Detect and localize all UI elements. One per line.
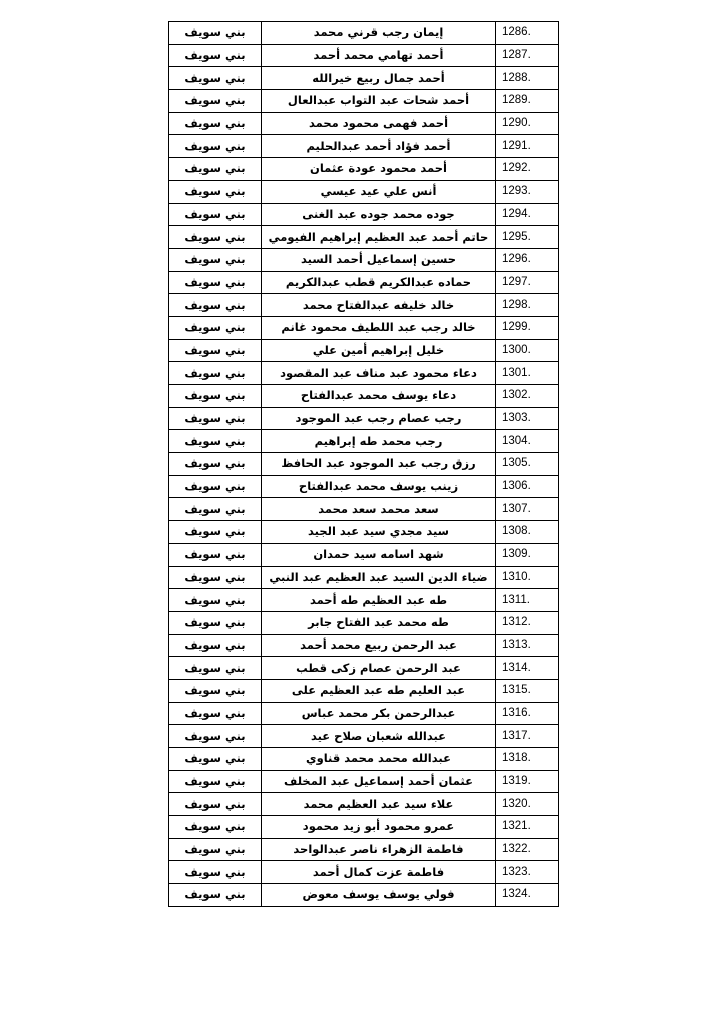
name-cell: أحمد فؤاد أحمد عبدالحليم bbox=[262, 135, 496, 158]
serial-number-cell: 1318. bbox=[496, 748, 559, 771]
serial-number-cell: 1306. bbox=[496, 475, 559, 498]
table-row bbox=[169, 861, 559, 884]
governorate-cell: بني سويف bbox=[169, 589, 262, 612]
table-row bbox=[169, 884, 559, 907]
governorate-cell: بني سويف bbox=[169, 702, 262, 725]
table-row bbox=[169, 22, 559, 45]
serial-number-cell: 1317. bbox=[496, 725, 559, 748]
serial-number-cell: 1292. bbox=[496, 158, 559, 181]
table-row bbox=[169, 90, 559, 113]
governorate-cell: بني سويف bbox=[169, 657, 262, 680]
serial-number-cell: 1305. bbox=[496, 453, 559, 476]
serial-number-cell: 1286. bbox=[496, 22, 559, 45]
governorate-cell: بني سويف bbox=[169, 362, 262, 385]
name-cell: أحمد جمال ربيع خيرالله bbox=[262, 67, 496, 90]
name-cell: عبدالله محمد محمد قناوي bbox=[262, 748, 496, 771]
name-cell: أحمد فهمى محمود محمد bbox=[262, 112, 496, 135]
name-cell: طه محمد عبد الفتاح جابر bbox=[262, 611, 496, 634]
name-cell: عبدالله شعبان صلاح عيد bbox=[262, 725, 496, 748]
table-row bbox=[169, 135, 559, 158]
table-row bbox=[169, 475, 559, 498]
governorate-cell: بني سويف bbox=[169, 339, 262, 362]
serial-number-cell: 1300. bbox=[496, 339, 559, 362]
table-row bbox=[169, 67, 559, 90]
governorate-cell: بني سويف bbox=[169, 725, 262, 748]
governorate-cell: بني سويف bbox=[169, 226, 262, 249]
serial-number-cell: 1311. bbox=[496, 589, 559, 612]
serial-number-cell: 1321. bbox=[496, 816, 559, 839]
serial-number-cell: 1299. bbox=[496, 316, 559, 339]
name-cell: عثمان أحمد إسماعيل عبد المخلف bbox=[262, 770, 496, 793]
governorate-cell: بني سويف bbox=[169, 67, 262, 90]
serial-number-cell: 1301. bbox=[496, 362, 559, 385]
serial-number-cell: 1303. bbox=[496, 407, 559, 430]
name-cell: خالد خليفه عبدالفتاح محمد bbox=[262, 294, 496, 317]
name-cell: حاتم أحمد عبد العظيم إبراهيم الفيومي bbox=[262, 226, 496, 249]
name-cell: طه عبد العظيم طه أحمد bbox=[262, 589, 496, 612]
name-cell: أحمد محمود عودة عثمان bbox=[262, 158, 496, 181]
serial-number-cell: 1324. bbox=[496, 884, 559, 907]
roster-table bbox=[168, 21, 559, 907]
serial-number-cell: 1304. bbox=[496, 430, 559, 453]
governorate-cell: بني سويف bbox=[169, 203, 262, 226]
name-cell: شهد اسامه سيد حمدان bbox=[262, 543, 496, 566]
name-cell: حسين إسماعيل أحمد السيد bbox=[262, 248, 496, 271]
governorate-cell: بني سويف bbox=[169, 112, 262, 135]
table-row bbox=[169, 702, 559, 725]
governorate-cell: بني سويف bbox=[169, 44, 262, 67]
governorate-cell: بني سويف bbox=[169, 22, 262, 45]
table-row bbox=[169, 748, 559, 771]
governorate-cell: بني سويف bbox=[169, 521, 262, 544]
governorate-cell: بني سويف bbox=[169, 748, 262, 771]
name-cell: خليل إبراهيم أمين علي bbox=[262, 339, 496, 362]
serial-number-cell: 1289. bbox=[496, 90, 559, 113]
name-cell: أحمد تهامي محمد أحمد bbox=[262, 44, 496, 67]
table-row bbox=[169, 430, 559, 453]
table-row bbox=[169, 407, 559, 430]
serial-number-cell: 1294. bbox=[496, 203, 559, 226]
serial-number-cell: 1302. bbox=[496, 385, 559, 408]
table-row bbox=[169, 112, 559, 135]
governorate-cell: بني سويف bbox=[169, 475, 262, 498]
name-cell: عبدالرحمن بكر محمد عباس bbox=[262, 702, 496, 725]
governorate-cell: بني سويف bbox=[169, 135, 262, 158]
serial-number-cell: 1296. bbox=[496, 248, 559, 271]
governorate-cell: بني سويف bbox=[169, 248, 262, 271]
name-cell: علاء سيد عبد العظيم محمد bbox=[262, 793, 496, 816]
serial-number-cell: 1323. bbox=[496, 861, 559, 884]
table-row bbox=[169, 203, 559, 226]
table-row bbox=[169, 793, 559, 816]
governorate-cell: بني سويف bbox=[169, 158, 262, 181]
serial-number-cell: 1315. bbox=[496, 679, 559, 702]
table-row bbox=[169, 543, 559, 566]
table-row bbox=[169, 294, 559, 317]
governorate-cell: بني سويف bbox=[169, 385, 262, 408]
name-cell: زينب يوسف محمد عبدالفتاح bbox=[262, 475, 496, 498]
name-cell: ضياء الدين السيد عبد العظيم عبد النبي bbox=[262, 566, 496, 589]
serial-number-cell: 1320. bbox=[496, 793, 559, 816]
serial-number-cell: 1312. bbox=[496, 611, 559, 634]
table-row bbox=[169, 498, 559, 521]
name-cell: رجب محمد طه إبراهيم bbox=[262, 430, 496, 453]
governorate-cell: بني سويف bbox=[169, 861, 262, 884]
serial-number-cell: 1319. bbox=[496, 770, 559, 793]
governorate-cell: بني سويف bbox=[169, 793, 262, 816]
serial-number-cell: 1316. bbox=[496, 702, 559, 725]
governorate-cell: بني سويف bbox=[169, 679, 262, 702]
serial-number-cell: 1309. bbox=[496, 543, 559, 566]
table-row bbox=[169, 838, 559, 861]
name-cell: فاطمة عزت كمال أحمد bbox=[262, 861, 496, 884]
governorate-cell: بني سويف bbox=[169, 566, 262, 589]
name-cell: عبد الرحمن عصام زكى قطب bbox=[262, 657, 496, 680]
serial-number-cell: 1298. bbox=[496, 294, 559, 317]
serial-number-cell: 1287. bbox=[496, 44, 559, 67]
governorate-cell: بني سويف bbox=[169, 634, 262, 657]
serial-number-cell: 1293. bbox=[496, 180, 559, 203]
serial-number-cell: 1314. bbox=[496, 657, 559, 680]
table-row bbox=[169, 271, 559, 294]
table-row bbox=[169, 611, 559, 634]
serial-number-cell: 1288. bbox=[496, 67, 559, 90]
governorate-cell: بني سويف bbox=[169, 770, 262, 793]
governorate-cell: بني سويف bbox=[169, 294, 262, 317]
serial-number-cell: 1295. bbox=[496, 226, 559, 249]
table-row bbox=[169, 657, 559, 680]
governorate-cell: بني سويف bbox=[169, 838, 262, 861]
table-row bbox=[169, 816, 559, 839]
name-cell: دعاء يوسف محمد عبدالفتاح bbox=[262, 385, 496, 408]
table-row bbox=[169, 362, 559, 385]
table-row bbox=[169, 339, 559, 362]
name-cell: عمرو محمود أبو زيد محمود bbox=[262, 816, 496, 839]
name-cell: أنس علي عيد عيسي bbox=[262, 180, 496, 203]
name-cell: عبد العليم طه عبد العظيم على bbox=[262, 679, 496, 702]
table-row bbox=[169, 453, 559, 476]
table-row bbox=[169, 44, 559, 67]
name-cell: خالد رجب عبد اللطيف محمود غانم bbox=[262, 316, 496, 339]
table-row bbox=[169, 158, 559, 181]
serial-number-cell: 1307. bbox=[496, 498, 559, 521]
table-row bbox=[169, 521, 559, 544]
governorate-cell: بني سويف bbox=[169, 611, 262, 634]
governorate-cell: بني سويف bbox=[169, 498, 262, 521]
table-row bbox=[169, 725, 559, 748]
governorate-cell: بني سويف bbox=[169, 271, 262, 294]
name-cell: فولي يوسف يوسف معوض bbox=[262, 884, 496, 907]
table-row bbox=[169, 248, 559, 271]
governorate-cell: بني سويف bbox=[169, 453, 262, 476]
governorate-cell: بني سويف bbox=[169, 316, 262, 339]
table-row bbox=[169, 770, 559, 793]
governorate-cell: بني سويف bbox=[169, 90, 262, 113]
table-row bbox=[169, 566, 559, 589]
name-cell: أحمد شحات عبد التواب عبدالعال bbox=[262, 90, 496, 113]
serial-number-cell: 1290. bbox=[496, 112, 559, 135]
governorate-cell: بني سويف bbox=[169, 180, 262, 203]
name-cell: سيد مجدي سيد عبد الجيد bbox=[262, 521, 496, 544]
serial-number-cell: 1308. bbox=[496, 521, 559, 544]
governorate-cell: بني سويف bbox=[169, 430, 262, 453]
governorate-cell: بني سويف bbox=[169, 543, 262, 566]
serial-number-cell: 1322. bbox=[496, 838, 559, 861]
name-cell: جوده محمد جوده عبد الغنى bbox=[262, 203, 496, 226]
table-row bbox=[169, 226, 559, 249]
name-cell: حماده عبدالكريم قطب عبدالكريم bbox=[262, 271, 496, 294]
table-row bbox=[169, 316, 559, 339]
roster-table-body bbox=[169, 22, 559, 907]
table-row bbox=[169, 385, 559, 408]
table-row bbox=[169, 679, 559, 702]
name-cell: رزق رجب عبد الموجود عبد الحافظ bbox=[262, 453, 496, 476]
name-cell: فاطمة الزهراء ناصر عبدالواحد bbox=[262, 838, 496, 861]
governorate-cell: بني سويف bbox=[169, 816, 262, 839]
name-cell: دعاء محمود عبد مناف عبد المقصود bbox=[262, 362, 496, 385]
serial-number-cell: 1297. bbox=[496, 271, 559, 294]
name-cell: إيمان رجب قرني محمد bbox=[262, 22, 496, 45]
name-cell: رجب عصام رجب عبد الموجود bbox=[262, 407, 496, 430]
name-cell: عبد الرحمن ربيع محمد أحمد bbox=[262, 634, 496, 657]
table-row bbox=[169, 634, 559, 657]
serial-number-cell: 1313. bbox=[496, 634, 559, 657]
serial-number-cell: 1291. bbox=[496, 135, 559, 158]
table-row bbox=[169, 589, 559, 612]
name-cell: سعد محمد سعد محمد bbox=[262, 498, 496, 521]
table-row bbox=[169, 180, 559, 203]
governorate-cell: بني سويف bbox=[169, 884, 262, 907]
governorate-cell: بني سويف bbox=[169, 407, 262, 430]
serial-number-cell: 1310. bbox=[496, 566, 559, 589]
